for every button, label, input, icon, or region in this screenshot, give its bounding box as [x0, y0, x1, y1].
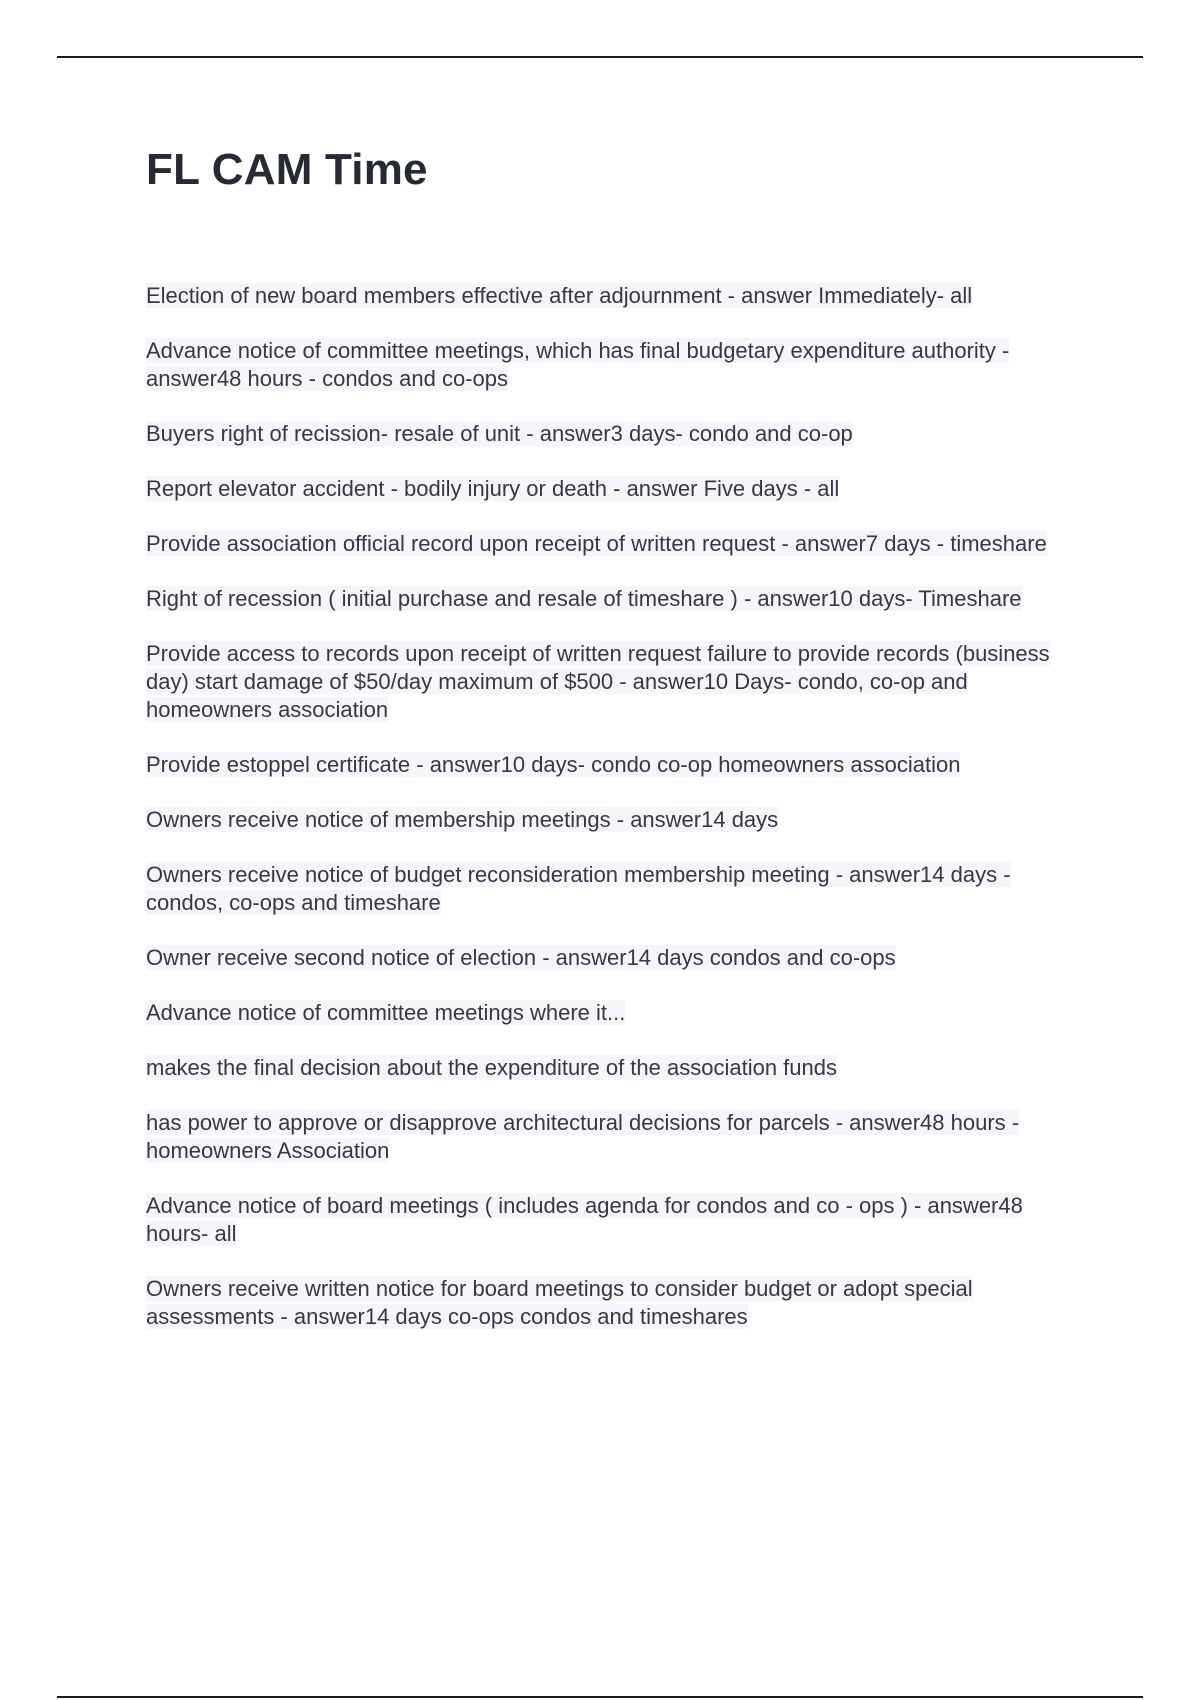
- flashcard-text: Advance notice of committee meetings, which has final budgetary expenditure authority - answer48 hours - condos and co-ops: [146, 338, 1010, 391]
- flashcard-item: [146, 861, 1086, 917]
- flashcard-text: Buyers right of recission- resale of unit - answer3 days- condo and co-op: [146, 421, 853, 446]
- flashcard-text: Provide estoppel certificate - answer10 days- condo co-op homeowners association: [146, 752, 961, 777]
- flashcard-list: [146, 282, 1086, 1358]
- flashcard-text: Advance notice of committee meetings where it...: [146, 1000, 626, 1025]
- flashcard-text: Report elevator accident - bodily injury or death - answer Five days - all: [146, 476, 840, 501]
- flashcard-item: [146, 337, 1086, 393]
- flashcard-text: Provide access to records upon receipt of written request failure to provide records (business day) start damage of $50/day maximum of $500 - answer10 Days- condo, co-op and homeowners association: [146, 641, 1050, 722]
- flashcard-text: Owners receive notice of budget reconsideration membership meeting - answer14 days - condos, co-ops and timeshare: [146, 862, 1011, 915]
- flashcard-item: [146, 751, 1086, 779]
- flashcard-text: Right of recession ( initial purchase and resale of timeshare ) - answer10 days- Timeshare: [146, 586, 1022, 611]
- flashcard-text: makes the final decision about the expenditure of the association funds: [146, 1055, 838, 1080]
- flashcard-item: [146, 530, 1086, 558]
- flashcard-item: [146, 475, 1086, 503]
- page-title: FL CAM Time: [146, 145, 428, 194]
- flashcard-text: Advance notice of board meetings ( includes agenda for condos and co - ops ) - answer48 hours- all: [146, 1193, 1023, 1246]
- flashcard-item: [146, 420, 1086, 448]
- flashcard-text: Provide association official record upon receipt of written request - answer7 days - timeshare: [146, 531, 1047, 556]
- flashcard-item: [146, 1109, 1086, 1165]
- flashcard-item: [146, 1054, 1086, 1082]
- flashcard-item: [146, 1275, 1086, 1331]
- flashcard-item: [146, 944, 1086, 972]
- flashcard-text: Owners receive notice of membership meetings - answer14 days: [146, 807, 779, 832]
- flashcard-text: Owners receive written notice for board meetings to consider budget or adopt special assessments - answer14 days co-ops condos and timeshares: [146, 1276, 973, 1329]
- flashcard-text: Election of new board members effective after adjournment - answer Immediately- all: [146, 283, 973, 308]
- flashcard-item: [146, 640, 1086, 724]
- bottom-divider: [57, 1696, 1143, 1698]
- flashcard-item: [146, 282, 1086, 310]
- top-divider: [57, 56, 1143, 58]
- flashcard-text: Owner receive second notice of election - answer14 days condos and co-ops: [146, 945, 896, 970]
- flashcard-item: [146, 999, 1086, 1027]
- flashcard-item: [146, 1192, 1086, 1248]
- flashcard-item: [146, 806, 1086, 834]
- flashcard-item: [146, 585, 1086, 613]
- flashcard-text: has power to approve or disapprove architectural decisions for parcels - answer48 hours - homeowners Association: [146, 1110, 1020, 1163]
